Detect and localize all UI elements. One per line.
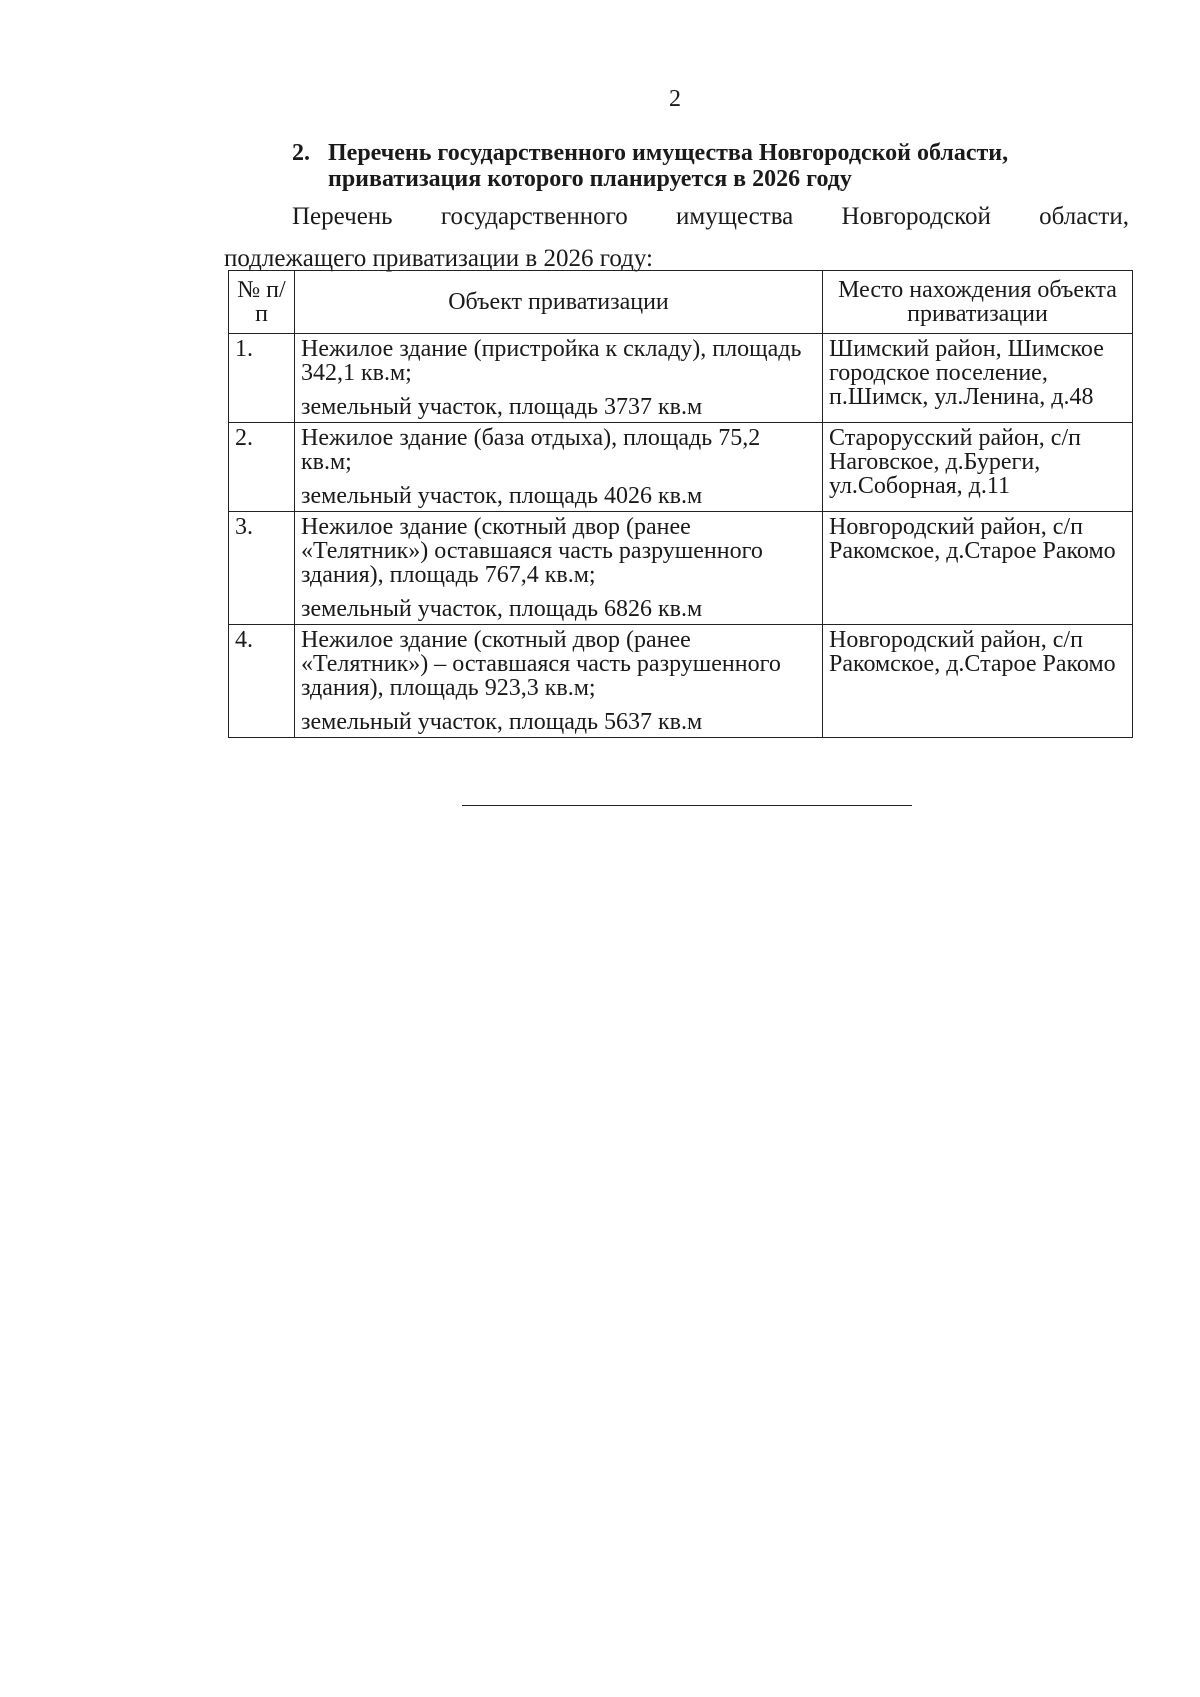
row-num: 2. — [229, 423, 295, 512]
intro-line1 — [224, 196, 1129, 238]
row-num: 3. — [229, 512, 295, 625]
object-building: Нежилое здание (база отдыха), площадь 75,2 кв.м; — [301, 425, 761, 475]
section-title-line1: Перечень государственного имущества Новгородской области, — [328, 140, 1009, 166]
object-land: земельный участок, площадь 4026 кв.м — [301, 483, 703, 509]
object-building: Нежилое здание (скотный двор (ранее «Телятник») – оставшаяся часть разрушенного здания), площадь 923,3 кв.м; — [301, 627, 781, 701]
section-number: 2. — [292, 140, 310, 166]
object-land: земельный участок, площадь 3737 кв.м — [301, 394, 703, 420]
section-title-line2: приватизация которого планируется в 2026 году — [328, 166, 852, 192]
header-object: Объект приватизации — [295, 271, 823, 334]
privatization-table — [228, 270, 1133, 738]
end-divider — [462, 805, 912, 806]
row-location: Новгородский район, с/п Ракомское, д.Старое Ракомо — [823, 512, 1133, 625]
object-building: Нежилое здание (скотный двор (ранее «Телятник») оставшаяся часть разрушенного здания), площадь 767,4 кв.м; — [301, 514, 763, 588]
intro-word: имущества — [676, 203, 794, 230]
row-object — [295, 334, 823, 423]
intro-word: государственного — [440, 203, 628, 230]
object-building: Нежилое здание (пристройка к складу), площадь 342,1 кв.м; — [301, 336, 802, 386]
object-land: земельный участок, площадь 5637 кв.м — [301, 709, 703, 735]
intro-paragraph — [224, 196, 1129, 280]
row-location: Новгородский район, с/п Ракомское, д.Старое Ракомо — [823, 625, 1133, 738]
table-row — [229, 423, 1133, 512]
table-row — [229, 334, 1133, 423]
header-location: Место нахождения объекта приватизации — [823, 271, 1133, 334]
intro-word: области, — [1039, 203, 1129, 230]
row-location: Шимский район, Шимское городское поселение, п.Шимск, ул.Ленина, д.48 — [823, 334, 1133, 423]
row-object — [295, 512, 823, 625]
object-land: земельный участок, площадь 6826 кв.м — [301, 596, 703, 622]
section-heading — [292, 140, 1152, 192]
row-object — [295, 625, 823, 738]
intro-line2: подлежащего приватизации в 2026 году: — [224, 245, 653, 272]
table-row — [229, 625, 1133, 738]
section-heading-line1 — [292, 140, 1152, 166]
row-object — [295, 423, 823, 512]
table-row — [229, 512, 1133, 625]
row-num: 4. — [229, 625, 295, 738]
intro-word: Перечень — [292, 203, 393, 230]
row-num: 1. — [229, 334, 295, 423]
intro-word: Новгородской — [841, 203, 991, 230]
header-num: № п/п — [229, 271, 295, 334]
row-location: Старорусский район, с/п Наговское, д.Буреги, ул.Соборная, д.11 — [823, 423, 1133, 512]
table-header-row — [229, 271, 1133, 334]
page-number: 2 — [669, 86, 681, 112]
